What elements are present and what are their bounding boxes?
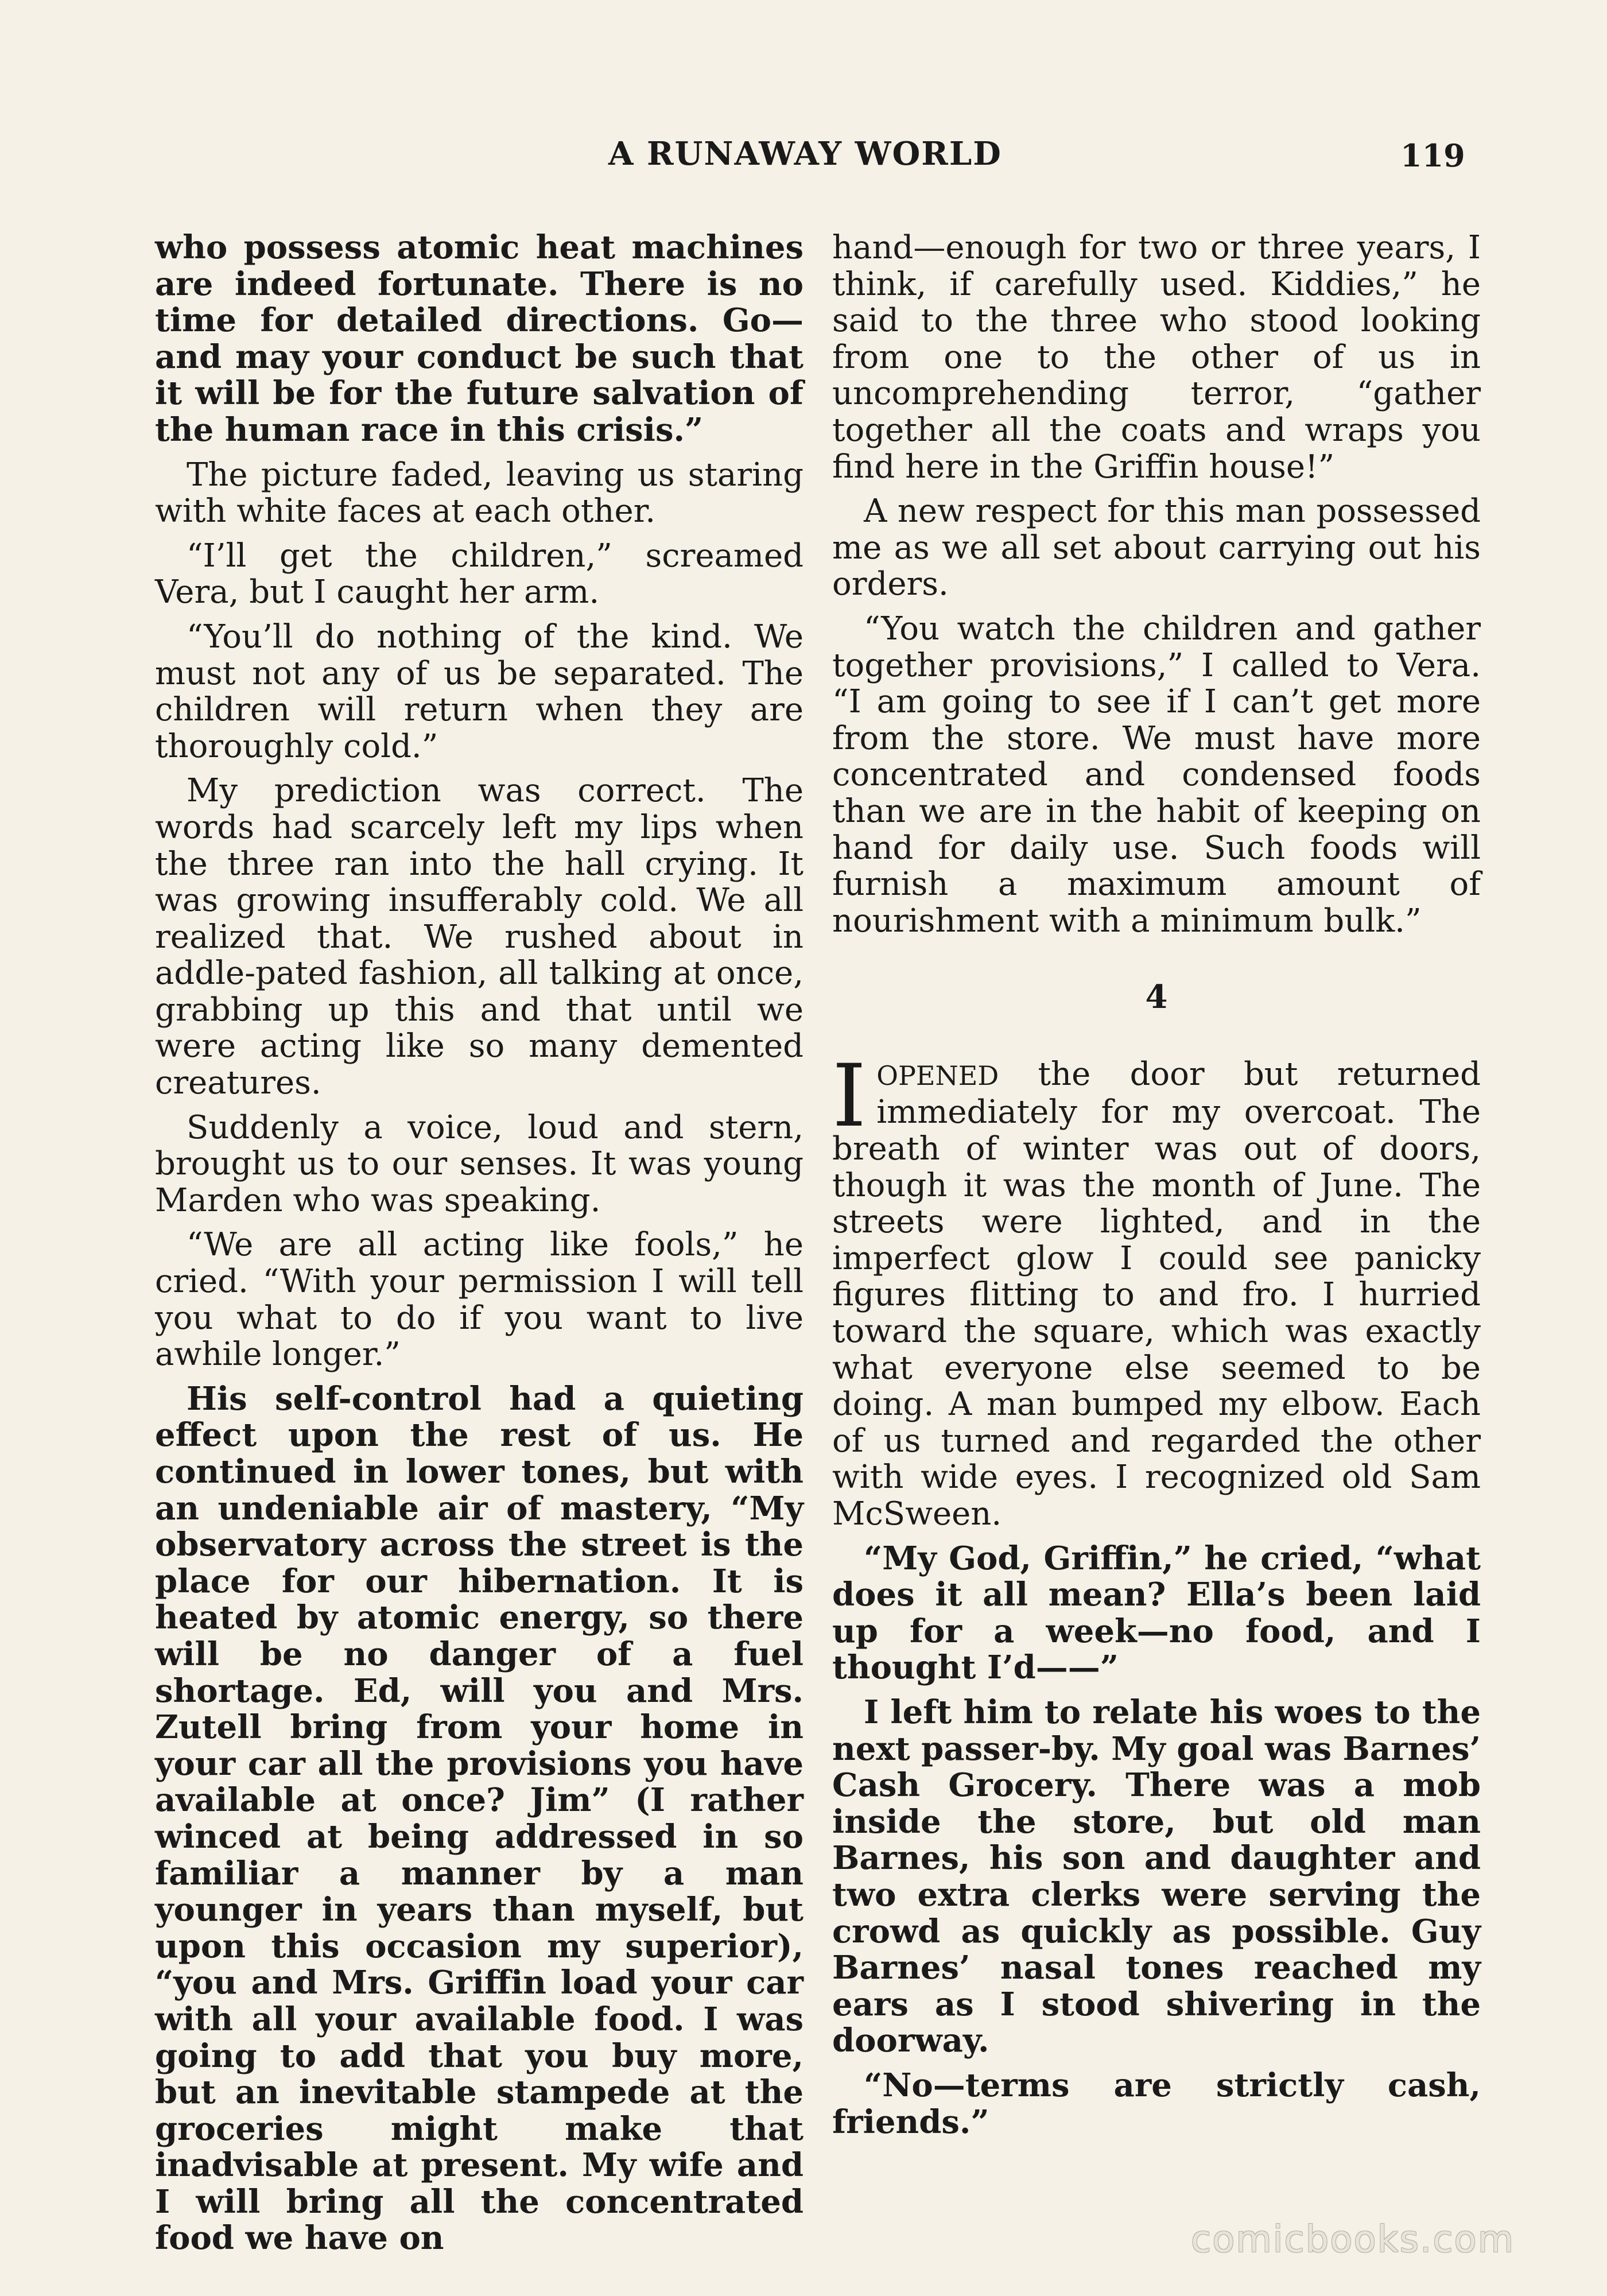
paragraph: I left him to relate his woes to the next passer-by. My goal was Barnes’ Cash Grocery. There was a mob inside the store, but old man Barnes, his son and daughter and two extra clerks were serving the crowd as quickly as possible. Guy Barnes’ nasal tones reached my ears as I stood shivering in the doorway. <box>832 1693 1481 2060</box>
paragraph: The picture faded, leaving us staring with white faces at each other. <box>155 456 804 530</box>
small-caps-opening: OPENED <box>876 1060 999 1091</box>
right-column <box>832 230 1481 2148</box>
paragraph: A new respect for this man possessed me as we all set about carrying out his orders. <box>832 492 1481 603</box>
paragraph: “You watch the children and gather together provisions,” I called to Vera. “I am going to see if I can’t get more from the store. We must have more concentrated and condensed foods than we are in the habit of keeping on hand for daily use. Such foods will furnish a maximum amount of nourishment with a minimum bulk.” <box>832 610 1481 940</box>
paragraph: who possess atomic heat machines are indeed fortunate. There is no time for detailed directions. Go—and may your conduct be such that it will be for the future salvation of the human race in this crisis.” <box>155 228 804 449</box>
left-column <box>155 230 804 2265</box>
watermark-logo: comicbooks.com <box>1191 2219 1515 2261</box>
paragraph: Suddenly a voice, loud and stern, brought us to our senses. It was young Marden who was speaking. <box>155 1108 804 1219</box>
dropcap-paragraph <box>832 1046 1481 1533</box>
paragraph: “My God, Griffin,” he cried, “what does it all mean? Ella’s been laid up for a week—no food, and I thought I’d——” <box>832 1539 1481 1687</box>
paragraph: His self-control had a quieting effect upon the rest of us. He continued in lower tones, but with an undeniable air of mastery, “My observatory across the street is the place for our hibernation. It is heated by atomic energy, so there will be no danger of a fuel shortage. Ed, will you and Mrs. Zutell bring from your home in your car all the provisions you have available at once? Jim” (I rather winced at being addressed in so familiar a manner by a man younger in years than myself, but upon this occasion my superior), “you and Mrs. Griffin load your car with all your available food. I was going to add that you buy more, but an inevitable stampede at the groceries might make that inadvisable at present. My wife and I will bring all the concentrated food we have on <box>155 1379 804 2258</box>
running-header <box>0 135 1607 187</box>
paragraph: “You’ll do nothing of the kind. We must not any of us be separated. The children will return when they are thoroughly cold.” <box>155 618 804 765</box>
paragraph: “I’ll get the children,” screamed Vera, but I caught her arm. <box>155 537 804 611</box>
section-number: 4 <box>1145 978 1168 1017</box>
dropcap-paragraph-text: the door but returned immediately for my overcoat. The breath of winter was out of doors, though it was the month of June. The streets were lighted, and in the imperfect glow I could see panicky figures flitting to and fro. I hurried toward the square, which was exactly what everyone else seemed to be doing. A man bumped my elbow. Each of us turned and regarded the other with wide eyes. I recognized old Sam McSween. <box>832 1055 1481 1533</box>
paragraph: hand—enough for two or three years, I think, if carefully used. Kiddies,” he said to the three who stood looking from one to the other of us in uncomprehending terror, “gather together all the coats and wraps you find here in the Griffin house!” <box>832 229 1481 486</box>
paragraph: “No—terms are strictly cash, friends.” <box>832 2066 1481 2141</box>
chapter-title: A RUNAWAY WORLD <box>608 135 1002 173</box>
drop-cap-letter: I <box>832 1046 867 1146</box>
page-number: 119 <box>1400 137 1465 174</box>
paragraph: My prediction was correct. The words had scarcely left my lips when the three ran into the hall crying. It was growing insufferably cold. We all realized that. We rushed about in addle-pated fashion, all talking at once, grabbing up this and that until we were acting like so many demented creatures. <box>155 772 804 1102</box>
paragraph: “We are all acting like fools,” he cried. “With your permission I will tell you what to do if you want to live awhile longer.” <box>155 1226 804 1374</box>
